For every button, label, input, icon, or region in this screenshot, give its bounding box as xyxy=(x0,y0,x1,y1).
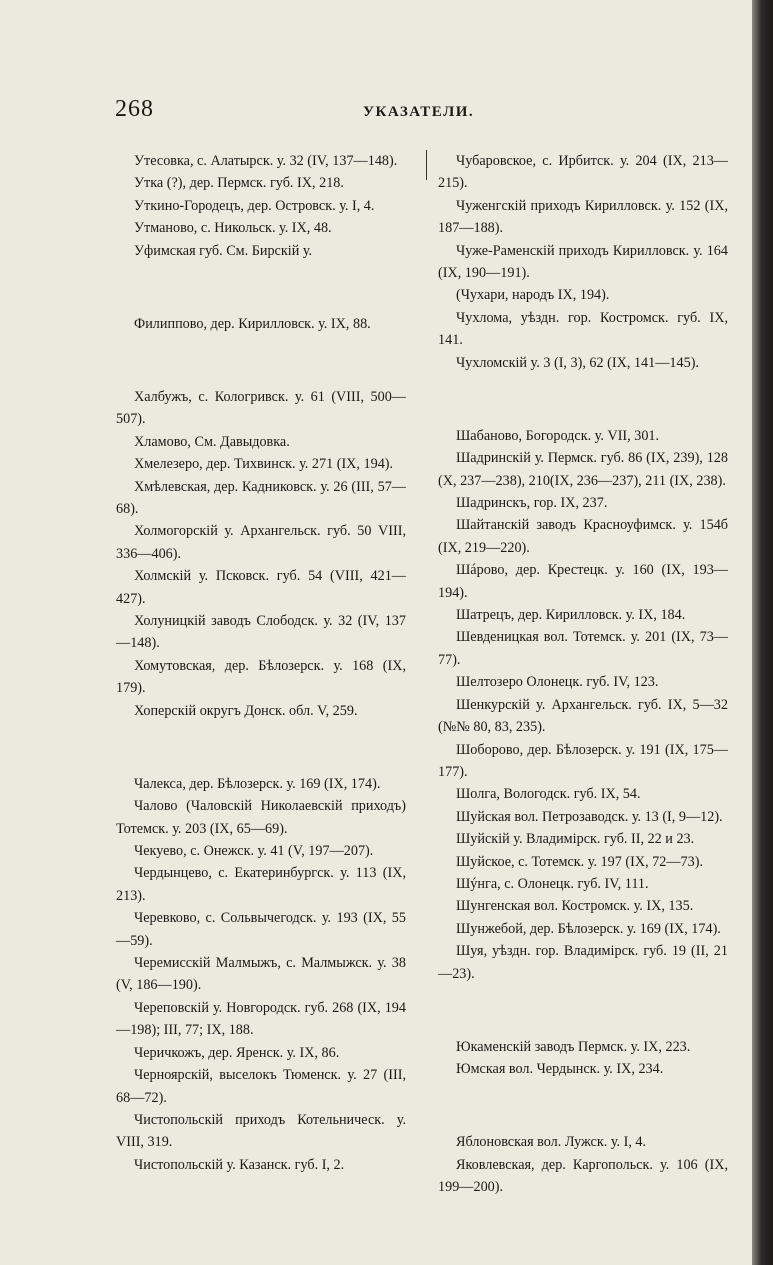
running-title: УКАЗАТЕЛИ. xyxy=(363,104,475,120)
index-entry: Шáрово, дер. Крестецк. у. 160 (IX, 193—194). xyxy=(438,562,728,601)
index-entry: Шелтозеро Олонецк. губ. IV, 123. xyxy=(456,674,659,691)
index-entry: Юмская вол. Чердынск. у. IX, 234. xyxy=(456,1061,664,1078)
index-entry: Шунжебой, дер. Бѣлозерск. у. 169 (IX, 174). xyxy=(456,920,721,937)
index-entry: Яковлевская, дер. Каргопольск. у. 106 (IX, 199—200). xyxy=(438,1156,728,1196)
page-gutter-shadow xyxy=(752,0,773,1265)
column-divider xyxy=(426,150,427,180)
index-entry: Шадринскій у. Пермск. губ. 86 (IX, 239), 128 (X, 237—238), 210(IX, 236—237), 211 (IX, 238). xyxy=(438,450,728,489)
page-header xyxy=(115,96,735,126)
index-entry: Черевково, с. Сольвычегодск. у. 193 (IX, 55—59). xyxy=(116,910,406,949)
index-entry: Черноярскій, выселокъ Тюменск. у. 27 (III, 68—72). xyxy=(116,1067,406,1106)
index-entry: Шайтанскій заводъ Красноуфимск. у. 154б (IX, 219—220). xyxy=(438,517,728,556)
index-entry: Филиппово, дер. Кирилловск. у. IX, 88. xyxy=(134,315,371,332)
index-entry: Уфимская губ. См. Бирскій у. xyxy=(134,242,313,259)
index-entry: Шуя, уѣздн. гор. Владимірск. губ. 19 (II, 21—23). xyxy=(438,943,728,982)
index-entry: Чистопольскій приходъ Котельническ. у. VIII, 319. xyxy=(116,1111,406,1151)
index-entry: Чухлома, уѣздн. гор. Костромск. губ. IX, 141. xyxy=(438,309,728,349)
index-entry: Шабаново, Богородск. у. VII, 301. xyxy=(456,427,660,444)
index-entry: Черичкожъ, дер. Яренск. у. IX, 86. xyxy=(134,1044,340,1061)
section-gap xyxy=(438,1095,728,1117)
index-entry: Чалекса, дер. Бѣлозерск. у. 169 (IX, 174). xyxy=(134,775,381,792)
index-entry: Хмѣлевская, дер. Кадниковск. у. 26 (III, 57—68). xyxy=(116,478,406,517)
index-entry: Уткино-Городецъ, дер. Островск. у. I, 4. xyxy=(134,197,375,214)
index-column-right xyxy=(438,150,728,1199)
page-number: 268 xyxy=(115,96,154,122)
index-entry: Шолга, Вологодск. губ. IX, 54. xyxy=(456,786,641,803)
index-entry: Чердынцево, с. Екатеринбургск. у. 113 (IX, 213). xyxy=(116,865,406,904)
index-entry: Чекуево, с. Онежск. у. 41 (V, 197—207). xyxy=(134,843,374,860)
index-entry: Чистопольскій у. Казанск. губ. I, 2. xyxy=(134,1156,345,1173)
index-entry: Холмскій у. Псковск. губ. 54 (VIII, 421—427). xyxy=(116,568,406,607)
index-entry: Утка (?), дер. Пермск. губ. IX, 218. xyxy=(134,175,344,192)
index-entry: Шевденицкая вол. Тотемск. у. 201 (IX, 73—77). xyxy=(438,629,728,668)
index-entry: Чуженгскій приходъ Кирилловск. у. 152 (IX, 187—188). xyxy=(438,197,728,237)
index-entry: Яблоновская вол. Лужск. у. I, 4. xyxy=(456,1134,647,1151)
index-column-left xyxy=(116,150,406,1176)
index-entry: Черемисскій Малмыжъ, с. Малмыжск. у. 38 (V, 186—190). xyxy=(116,955,406,994)
section-gap xyxy=(116,736,406,758)
index-entry: Череповскій у. Новгородск. губ. 268 (IX, 194—198); III, 77; IX, 188. xyxy=(116,999,406,1039)
section-gap xyxy=(438,388,728,410)
index-entry: Шунгенская вол. Костромск. у. IX, 135. xyxy=(456,898,694,915)
index-entry: Шатрецъ, дер. Кирилловск. у. IX, 184. xyxy=(456,607,686,624)
index-entry: Хмелезеро, дер. Тихвинск. у. 271 (IX, 194). xyxy=(134,456,394,473)
index-entry: Чуже-Раменскій приходъ Кирилловск. у. 164 (IX, 190—191). xyxy=(438,242,728,282)
index-entry: Чалово (Чаловскій Николаевскій приходъ) Тотемск. у. 203 (IX, 65—69). xyxy=(116,798,406,837)
index-entry: Шуйская вол. Петрозаводск. у. 13 (I, 9—12). xyxy=(456,808,723,825)
index-entry: Чубаровское, с. Ирбитск. у. 204 (IX, 213—215). xyxy=(438,153,728,192)
section-gap xyxy=(116,349,406,371)
index-entry: Шуйскій у. Владимірск. губ. II, 22 и 23. xyxy=(456,831,695,848)
index-entry: Хламово, См. Давыдовка. xyxy=(134,433,290,450)
index-entry: Шенкурскій у. Архангельск. губ. IX, 5—32 (№№ 80, 83, 235). xyxy=(438,696,728,736)
index-entry: Чухломскій у. 3 (I, 3), 62 (IX, 141—145). xyxy=(456,354,699,371)
index-entry: Холуницкій заводъ Слободск. у. 32 (IV, 137—148). xyxy=(116,613,406,652)
index-entry: Шуйское, с. Тотемск. у. 197 (IX, 72—73). xyxy=(456,853,703,870)
section-gap xyxy=(116,276,406,298)
index-entry: Утманово, с. Никольск. у. IX, 48. xyxy=(134,220,332,237)
index-entry: Хомутовская, дер. Бѣлозерск. у. 168 (IX, 179). xyxy=(116,657,406,697)
index-entry: Юкаменскій заводъ Пермск. у. IX, 223. xyxy=(456,1038,691,1055)
index-entry: Шадринскъ, гор. IX, 237. xyxy=(456,495,608,512)
index-entry: Холмогорскій у. Архангельск. губ. 50 VIII, 336—406). xyxy=(116,523,406,562)
index-entry: Шýнга, с. Олонецк. губ. IV, 111. xyxy=(456,875,649,892)
index-entry: Утесовка, с. Алатырск. у. 32 (IV, 137—148). xyxy=(134,153,398,169)
index-entry: Шоборово, дер. Бѣлозерск. у. 191 (IX, 175—177). xyxy=(438,741,728,780)
section-gap xyxy=(438,999,728,1021)
index-entry: Хоперскій округъ Донск. обл. V, 259. xyxy=(134,702,358,719)
index-entry: (Чухари, народъ IX, 194). xyxy=(456,287,610,304)
index-entry: Халбужъ, с. Кологривск. у. 61 (VIII, 500—507). xyxy=(116,388,406,428)
